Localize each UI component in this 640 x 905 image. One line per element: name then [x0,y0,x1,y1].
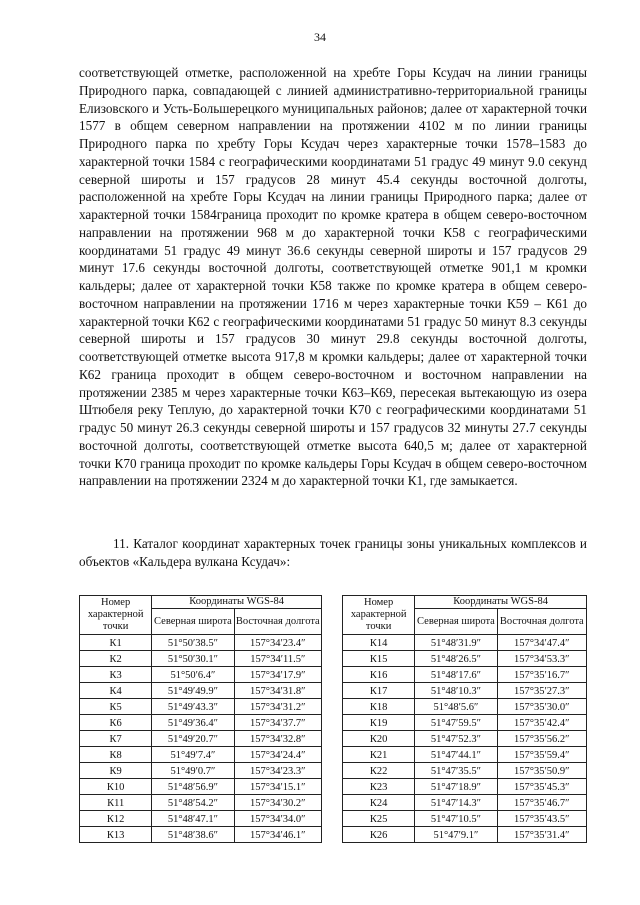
latitude-cell: 51°47′35.5″ [415,763,497,779]
point-number-cell: К25 [343,811,415,827]
header-coordinates: Координаты WGS-84 [415,596,587,609]
point-number-cell: К12 [80,811,152,827]
header-latitude: Северная широта [152,609,234,635]
header-longitude: Восточная долгота [234,609,321,635]
latitude-cell: 51°49′0.7″ [152,763,234,779]
table-row [343,731,587,747]
latitude-cell: 51°49′43.3″ [152,699,234,715]
latitude-cell: 51°48′5.6″ [415,699,497,715]
coordinates-table-right [342,595,587,843]
table-row [343,795,587,811]
latitude-cell: 51°48′54.2″ [152,795,234,811]
longitude-cell: 157°35′43.5″ [497,811,586,827]
table-row [80,827,322,843]
point-number-cell: К15 [343,651,415,667]
table-row [343,827,587,843]
point-number-cell: К22 [343,763,415,779]
catalog-heading-paragraph: 11. Каталог координат характерных точек границы зоны уникальных комплексов и объектов «Кальдера вулкана Ксудач»: [79,536,587,569]
header-latitude: Северная широта [415,609,497,635]
longitude-cell: 157°35′31.4″ [497,827,586,843]
table-row [343,635,587,651]
table-row [80,651,322,667]
latitude-cell: 51°48′10.3″ [415,683,497,699]
longitude-cell: 157°34′11.5″ [234,651,321,667]
table-row [343,683,587,699]
header-coordinates: Координаты WGS-84 [152,596,322,609]
latitude-cell: 51°48′47.1″ [152,811,234,827]
table-row [80,763,322,779]
table-row [343,779,587,795]
longitude-cell: 157°34′31.2″ [234,699,321,715]
point-number-cell: К23 [343,779,415,795]
longitude-cell: 157°35′42.4″ [497,715,586,731]
latitude-cell: 51°47′44.1″ [415,747,497,763]
table-body-right [343,635,587,843]
longitude-cell: 157°34′31.8″ [234,683,321,699]
latitude-cell: 51°47′59.5″ [415,715,497,731]
point-number-cell: К18 [343,699,415,715]
latitude-cell: 51°48′17.6″ [415,667,497,683]
point-number-cell: К20 [343,731,415,747]
table-row [80,779,322,795]
table-row [80,811,322,827]
table-row [80,747,322,763]
table-row [343,811,587,827]
point-number-cell: К7 [80,731,152,747]
longitude-cell: 157°35′50.9″ [497,763,586,779]
longitude-cell: 157°34′37.7″ [234,715,321,731]
point-number-cell: К24 [343,795,415,811]
point-number-cell: К3 [80,667,152,683]
main-paragraph: соответствующей отметке, расположенной на хребте Горы Ксудач на линии границы Природного парка, совпадающей с линией административно-территориальной границы Елизовского и Усть-Большерецкого муниципальных районов; далее от характерной точки 1577 в общем северном направлении на протяжении 4102 м по линии границы Природного парка по хребту Горы Ксудач через характерные точки 1578–1583 до характерной точки 1584 с географическими координатами 51 градус 49 минут 9.0 секунд северной широты и 157 градусов 28 минут 45.4 секунды восточной долготы, расположенной на хребте Горы Ксудач на линии границы Природного парка; далее от характерной точки 1584граница проходит по кромке кратера в общем северо-восточном направлении на протяжении 968 м до характерной точки К58 с географическими координатами 51 градус 49 минут 36.6 секунды северной широты и 157 градусов 29 минут 17.6 секунды восточной долготы, соответствующей отметке 901,1 м кромки кальдеры; далее от характерной точки К58 также по кромке кратера в общем северо-восточном направлении на протяжении 1716 м через характерные точки К59 – К61 до характерной точки К62 с географическими координатами 51 градус 50 минут 8.3 секунды северной широты и 157 градусов 30 минут 29.8 секунды восточной долготы, соответствующей отметке высота 917,8 м кромки кальдеры; далее от характерной точки К62 граница проходит в общем северо-восточном и восточном направлении на протяжении 2385 м через характерные точки К63–К69, пересекая вытекающую из озера Штюбеля реку Теплую, до характерной точки К70 с географическими координатами 51 градус 50 минут 26.3 секунды северной широты и 157 градусов 32 минуты 27.7 секунды восточной долготы, соответствующей отметке высота 640,5 м; далее от характерной точки К70 граница проходит по кромке кальдеры Горы Ксудач в общем северо-восточном направлении на протяжении 2324 м до характерной точки К1, где замыкается. [79,65,587,489]
latitude-cell: 51°47′52.3″ [415,731,497,747]
longitude-cell: 157°34′23.4″ [234,635,321,651]
longitude-cell: 157°34′47.4″ [497,635,586,651]
point-number-cell: К13 [80,827,152,843]
latitude-cell: 51°48′38.6″ [152,827,234,843]
longitude-cell: 157°35′30.0″ [497,699,586,715]
longitude-cell: 157°34′34.0″ [234,811,321,827]
longitude-cell: 157°35′27.3″ [497,683,586,699]
table-row [343,715,587,731]
latitude-cell: 51°47′10.5″ [415,811,497,827]
longitude-cell: 157°34′53.3″ [497,651,586,667]
table-row [80,699,322,715]
longitude-cell: 157°35′16.7″ [497,667,586,683]
latitude-cell: 51°47′14.3″ [415,795,497,811]
header-point-number: Номер характерной точки [80,596,152,635]
table-row [80,635,322,651]
latitude-cell: 51°50′30.1″ [152,651,234,667]
longitude-cell: 157°34′46.1″ [234,827,321,843]
longitude-cell: 157°34′30.2″ [234,795,321,811]
longitude-cell: 157°35′59.4″ [497,747,586,763]
latitude-cell: 51°47′18.9″ [415,779,497,795]
point-number-cell: К6 [80,715,152,731]
point-number-cell: К10 [80,779,152,795]
point-number-cell: К26 [343,827,415,843]
latitude-cell: 51°49′49.9″ [152,683,234,699]
longitude-cell: 157°34′15.1″ [234,779,321,795]
longitude-cell: 157°34′23.3″ [234,763,321,779]
table-row [343,667,587,683]
longitude-cell: 157°34′32.8″ [234,731,321,747]
point-number-cell: К16 [343,667,415,683]
table-row [80,683,322,699]
point-number-cell: К8 [80,747,152,763]
latitude-cell: 51°49′20.7″ [152,731,234,747]
point-number-cell: К4 [80,683,152,699]
point-number-cell: К1 [80,635,152,651]
point-number-cell: К9 [80,763,152,779]
table-row [343,651,587,667]
point-number-cell: К14 [343,635,415,651]
latitude-cell: 51°50′38.5″ [152,635,234,651]
table-row [343,747,587,763]
table-row [80,731,322,747]
latitude-cell: 51°49′7.4″ [152,747,234,763]
header-longitude: Восточная долгота [497,609,586,635]
table-row [80,715,322,731]
point-number-cell: К11 [80,795,152,811]
table-row [343,763,587,779]
table-row [80,667,322,683]
point-number-cell: К5 [80,699,152,715]
header-point-number: Номер характерной точки [343,596,415,635]
latitude-cell: 51°50′6.4″ [152,667,234,683]
point-number-cell: К17 [343,683,415,699]
point-number-cell: К2 [80,651,152,667]
latitude-cell: 51°48′26.5″ [415,651,497,667]
longitude-cell: 157°35′46.7″ [497,795,586,811]
latitude-cell: 51°48′56.9″ [152,779,234,795]
latitude-cell: 51°47′9.1″ [415,827,497,843]
longitude-cell: 157°35′56.2″ [497,731,586,747]
longitude-cell: 157°34′17.9″ [234,667,321,683]
table-body-left [80,635,322,843]
page-number: 34 [314,30,326,44]
point-number-cell: К19 [343,715,415,731]
longitude-cell: 157°35′45.3″ [497,779,586,795]
longitude-cell: 157°34′24.4″ [234,747,321,763]
latitude-cell: 51°48′31.9″ [415,635,497,651]
latitude-cell: 51°49′36.4″ [152,715,234,731]
table-row [80,795,322,811]
coordinates-table-left [79,595,322,843]
point-number-cell: К21 [343,747,415,763]
table-row [343,699,587,715]
